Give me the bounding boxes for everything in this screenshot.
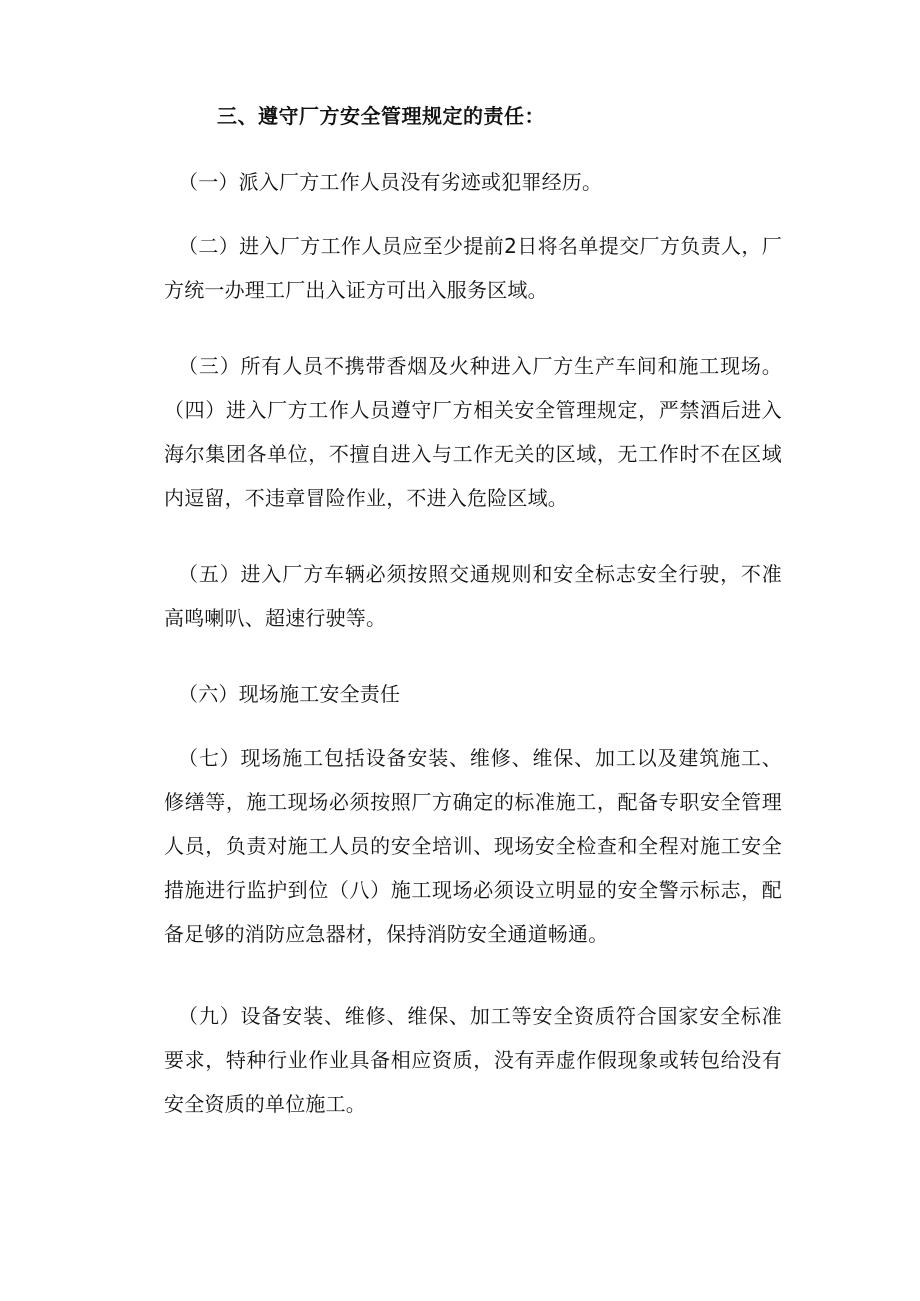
- paragraph-3: （三）所有人员不携带香烟及火种进入厂方生产车间和施工现场。（四）进入厂方工作人员遵守厂方相关安全管理规定，严禁酒后进入海尔集团各单位，不擅自进入与工作无关的区域，无工作时不在区域内逗留，不违章冒险作业，不进入危险区域。: [164, 354, 782, 510]
- paragraph-5: （五）进入厂方车辆必须按照交通规则和安全标志安全行驶，不准高鸣喇叭、超速行驶等。: [164, 562, 782, 630]
- paragraph-7: （七）现场施工包括设备安装、维修、维保、加工以及建筑施工、修缮等，施工现场必须按照厂方确定的标准施工，配备专职安全管理人员，负责对施工人员的安全培训、现场安全检查和全程对施工安全措施进行监护到位（八）施工现场必须设立明显的安全警示标志，配备足够的消防应急器材，保持消防安全通道畅通。: [164, 746, 782, 946]
- section-heading: 三、遵守厂方安全管理规定的责任：: [217, 104, 545, 128]
- paragraph-1: （一）派入厂方工作人员没有劣迹或犯罪经历。: [178, 170, 603, 194]
- paragraph-2: （二）进入厂方工作人员应至少提前2日将名单提交厂方负责人，厂方统一办理工厂出入证方可出入服务区域。: [164, 234, 782, 302]
- paragraph-6: （六）现场施工安全责任: [178, 682, 401, 706]
- paragraph-9: （九）设备安装、维修、维保、加工等安全资质符合国家安全标准要求，特种行业作业具备相应资质，没有弄虚作假现象或转包给没有安全资质的单位施工。: [164, 1004, 782, 1116]
